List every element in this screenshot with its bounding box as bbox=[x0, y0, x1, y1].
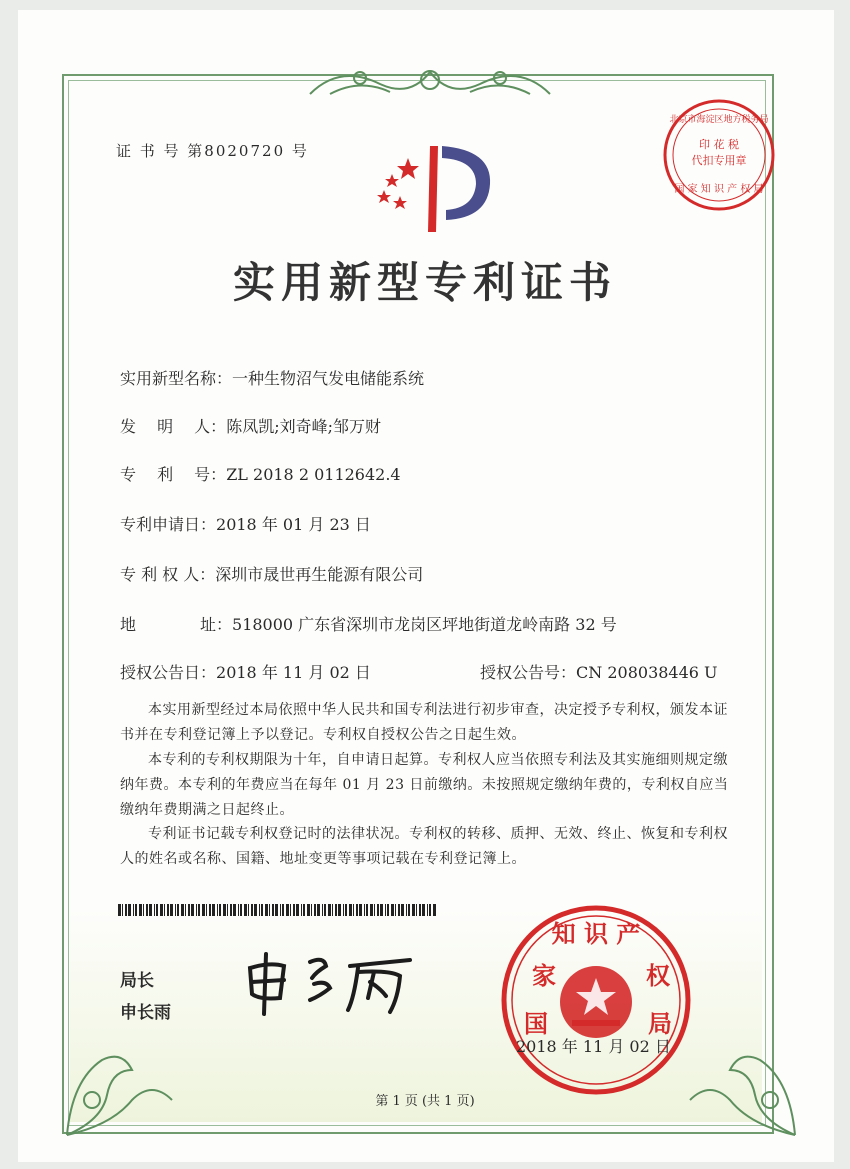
barcode-bar bbox=[395, 904, 396, 916]
barcode-bar bbox=[314, 904, 316, 916]
patentee-value: 深圳市晟世再生能源有限公司 bbox=[215, 565, 424, 584]
barcode-bar bbox=[282, 904, 284, 916]
name-label: 实用新型名称： bbox=[120, 369, 233, 388]
utility-model-name-row bbox=[120, 366, 424, 389]
barcode-bar bbox=[377, 904, 379, 916]
svg-text:家: 家 bbox=[532, 962, 556, 990]
address-row bbox=[120, 612, 617, 635]
barcode-bar bbox=[154, 904, 155, 916]
barcode-bar bbox=[164, 904, 165, 916]
barcode-bar bbox=[290, 904, 291, 916]
barcode-bar bbox=[408, 904, 410, 916]
paragraph-term: 本专利的专利权期限为十年，自申请日起算。专利权人应当依照专利法及其实施细则规定缴纳年费。本专利的年费应当在每年 01 月 23 日前缴纳。未按照规定缴纳年费的，专利权自应当缴纳年费期满之日起终止。 bbox=[120, 752, 729, 818]
barcode-bar bbox=[433, 904, 436, 916]
barcode-bar bbox=[322, 904, 323, 916]
address-label: 地 址： bbox=[120, 615, 233, 634]
barcode-bar bbox=[206, 904, 207, 916]
svg-text:局: 局 bbox=[648, 1010, 672, 1038]
seal-date: 2018 年 11 月 02 日 bbox=[516, 1037, 671, 1056]
barcode-bar bbox=[328, 904, 331, 916]
barcode-bar bbox=[406, 904, 407, 916]
barcode-bar bbox=[149, 904, 152, 916]
svg-text:印 花 税: 印 花 税 bbox=[699, 138, 739, 151]
barcode-bar bbox=[335, 904, 337, 916]
barcode-bar bbox=[170, 904, 173, 916]
barcode bbox=[118, 904, 438, 916]
barcode-bar bbox=[202, 904, 205, 916]
svg-text:国: 国 bbox=[524, 1010, 548, 1038]
barcode-bar bbox=[359, 904, 362, 916]
barcode-bar bbox=[269, 904, 270, 916]
barcode-bar bbox=[191, 904, 194, 916]
barcode-bar bbox=[188, 904, 190, 916]
patentee-label: 专 利 权 人： bbox=[120, 565, 216, 584]
barcode-bar bbox=[366, 904, 368, 916]
announce-date-label: 授权公告日： bbox=[120, 663, 217, 682]
barcode-bar bbox=[139, 904, 142, 916]
barcode-bar bbox=[248, 904, 249, 916]
announce-number-row bbox=[480, 660, 718, 683]
barcode-bar bbox=[212, 904, 215, 916]
barcode-bar bbox=[296, 904, 299, 916]
address-value: 518000 广东省深圳市龙岗区坪地街道龙岭南路 32 号 bbox=[232, 615, 617, 634]
barcode-bar bbox=[259, 904, 260, 916]
barcode-bar bbox=[251, 904, 253, 916]
barcode-bar bbox=[374, 904, 375, 916]
barcode-bar bbox=[380, 904, 383, 916]
barcode-bar bbox=[332, 904, 333, 916]
announce-number-value: CN 208038446 U bbox=[576, 663, 718, 682]
barcode-bar bbox=[293, 904, 295, 916]
barcode-bar bbox=[181, 904, 184, 916]
barcode-bar bbox=[167, 904, 169, 916]
announce-date-value: 2018 年 11 月 02 日 bbox=[216, 663, 371, 682]
barcode-bar bbox=[177, 904, 179, 916]
barcode-bar bbox=[254, 904, 257, 916]
barcode-bar bbox=[307, 904, 310, 916]
barcode-bar bbox=[416, 904, 417, 916]
svg-text:北京市海淀区地方税务局: 北京市海淀区地方税务局 bbox=[669, 115, 769, 125]
barcode-bar bbox=[238, 904, 239, 916]
patent-number-label: 专 利 号： bbox=[120, 465, 227, 484]
inventor-row bbox=[120, 414, 381, 437]
barcode-bar bbox=[286, 904, 289, 916]
barcode-bar bbox=[338, 904, 341, 916]
barcode-bar bbox=[209, 904, 211, 916]
barcode-bar bbox=[422, 904, 425, 916]
barcode-bar bbox=[128, 904, 131, 916]
barcode-bar bbox=[343, 904, 344, 916]
barcode-bar bbox=[265, 904, 268, 916]
barcode-bar bbox=[125, 904, 127, 916]
barcode-bar bbox=[385, 904, 386, 916]
barcode-bar bbox=[217, 904, 218, 916]
barcode-bar bbox=[272, 904, 274, 916]
inventor-label: 发 明 人： bbox=[120, 417, 227, 436]
announce-number-label: 授权公告号： bbox=[480, 663, 577, 682]
barcode-bar bbox=[301, 904, 302, 916]
barcode-bar bbox=[391, 904, 394, 916]
barcode-bar bbox=[364, 904, 365, 916]
barcode-bar bbox=[353, 904, 354, 916]
director-title: 局长 bbox=[120, 971, 154, 991]
director-signature bbox=[240, 948, 430, 1018]
barcode-bar bbox=[230, 904, 232, 916]
barcode-bar bbox=[345, 904, 347, 916]
announce-date-row bbox=[120, 660, 371, 683]
barcode-bar bbox=[233, 904, 236, 916]
barcode-bar bbox=[419, 904, 421, 916]
barcode-bar bbox=[427, 904, 428, 916]
certificate-title: 实用新型专利证书 bbox=[232, 258, 617, 307]
patent-number-value: ZL 2018 2 0112642.4 bbox=[226, 465, 401, 484]
barcode-bar bbox=[122, 904, 123, 916]
cnipa-official-seal bbox=[498, 902, 694, 1098]
barcode-bar bbox=[280, 904, 281, 916]
inventor-value: 陈凤凯;刘奇峰;邹万财 bbox=[226, 417, 381, 436]
barcode-bar bbox=[275, 904, 278, 916]
barcode-bar bbox=[198, 904, 200, 916]
barcode-bar bbox=[160, 904, 163, 916]
barcode-bar bbox=[240, 904, 242, 916]
barcode-bar bbox=[135, 904, 137, 916]
barcode-bar bbox=[412, 904, 415, 916]
barcode-bar bbox=[185, 904, 186, 916]
patent-number-row bbox=[120, 462, 401, 485]
barcode-bar bbox=[311, 904, 312, 916]
barcode-bar bbox=[227, 904, 228, 916]
barcode-bar bbox=[133, 904, 134, 916]
barcode-bar bbox=[303, 904, 305, 916]
barcode-bar bbox=[143, 904, 144, 916]
barcode-bar bbox=[317, 904, 320, 916]
page-footer: 第 1 页 (共 1 页) bbox=[375, 1094, 475, 1109]
tax-stamp-seal bbox=[660, 96, 778, 214]
certificate-number: 证 书 号 第8020720 号 bbox=[116, 142, 309, 160]
barcode-bar bbox=[356, 904, 358, 916]
patentee-row bbox=[120, 562, 423, 585]
svg-text:权: 权 bbox=[646, 962, 670, 990]
filing-date-row bbox=[120, 512, 371, 535]
barcode-bar bbox=[261, 904, 263, 916]
barcode-bar bbox=[196, 904, 197, 916]
paragraph-grant: 本实用新型经过本局依照中华人民共和国专利法进行初步审查，决定授予专利权，颁发本证书并在专利登记簿上予以登记。专利权自授权公告之日起生效。 bbox=[120, 702, 728, 743]
cnipa-logo bbox=[370, 138, 500, 238]
barcode-bar bbox=[370, 904, 373, 916]
barcode-bar bbox=[324, 904, 326, 916]
barcode-bar bbox=[401, 904, 404, 916]
barcode-bar bbox=[118, 904, 121, 916]
barcode-bar bbox=[219, 904, 221, 916]
svg-text:代扣专用章: 代扣专用章 bbox=[691, 154, 747, 167]
barcode-bar bbox=[398, 904, 400, 916]
barcode-bar bbox=[349, 904, 352, 916]
name-value: 一种生物沼气发电储能系统 bbox=[232, 369, 425, 388]
barcode-bar bbox=[244, 904, 247, 916]
barcode-bar bbox=[146, 904, 148, 916]
barcode-bar bbox=[223, 904, 226, 916]
barcode-bar bbox=[156, 904, 158, 916]
director-name: 申长雨 bbox=[120, 1003, 171, 1023]
svg-text:知 识 产: 知 识 产 bbox=[551, 920, 641, 948]
svg-text:国 家 知 识 产 权 局: 国 家 知 识 产 权 局 bbox=[674, 184, 764, 195]
barcode-bar bbox=[429, 904, 431, 916]
top-ornament bbox=[300, 58, 560, 104]
filing-date-label: 专利申请日： bbox=[120, 515, 217, 534]
paragraph-legal-status: 专利证书记载专利权登记时的法律状况。专利权的转移、质押、无效、终止、恢复和专利权人的姓名或名称、国籍、地址变更等事项记载在专利登记簿上。 bbox=[120, 826, 728, 867]
filing-date-value: 2018 年 01 月 23 日 bbox=[216, 515, 371, 534]
barcode-bar bbox=[175, 904, 176, 916]
barcode-bar bbox=[387, 904, 389, 916]
